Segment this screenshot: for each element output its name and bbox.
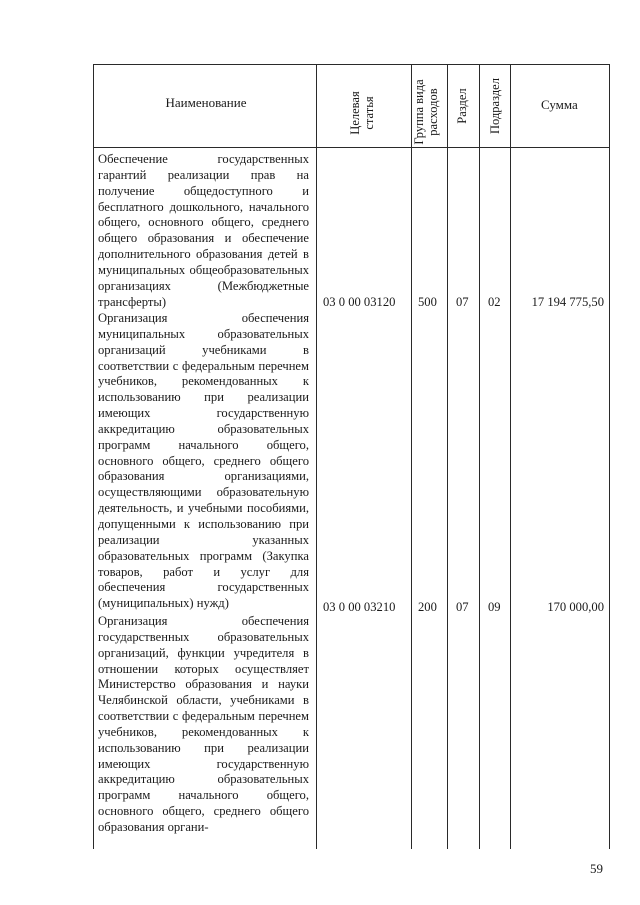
header-subsection: Подраздел (488, 78, 502, 134)
header-expense-group: Группа вида расходов (412, 79, 440, 145)
row-3-name: Организация обеспечения государственных образовательных организаций, функции учредителя в отношении которых осуществляет Министерство образования и науки Челябинской области, учебниками в соответствии с федеральным перечнем учебников, рекомендованных к использованию при реализации имеющих государственную аккредитацию образовательных программ начального общего, основного общего, среднего общего образования органи- (98, 614, 309, 834)
row-1-target-article: 03 0 00 03120 (323, 295, 396, 309)
row-1-expense-group: 500 (418, 295, 437, 309)
col-border-section (479, 64, 480, 849)
header-name: Наименование (165, 95, 247, 110)
col-border-subsection (510, 64, 511, 849)
col-border-left (93, 64, 94, 849)
page-number: 59 (590, 861, 603, 876)
row-1-name: Обеспечение государственных гарантий реализации прав на получение общедоступного и бесплатного дошкольного, начального общего, основного общего, среднего общего образования и обеспечение дополнительного образования детей в муниципальных общеобразовательных организациях (Межбюджетные трансферты) (98, 152, 309, 309)
row-2-subsection: 09 (488, 600, 501, 614)
row-2-name: Организация обеспечения муниципальных образовательных организаций учебниками в соответствии с федеральным перечнем учебников, рекомендованных к использованию при реализации имеющих государственную аккредитацию образовательных программ начального общего, основного общего, среднего общего образования организациями, осуществляющими образовательную деятельность, и учебными пособиями, допущенными к использованию при реализации указанных образовательных программ (Закупка товаров, работ и услуг для обеспечения государственных (муниципальных) нужд) (98, 311, 309, 611)
row-1-amount: 17 194 775,50 (531, 295, 604, 309)
header-section: Раздел (455, 88, 469, 124)
header-target-article: Целевая статья (348, 91, 376, 135)
row-2-expense-group: 200 (418, 600, 437, 614)
col-border-group (447, 64, 448, 849)
row-1-subsection: 02 (488, 295, 501, 309)
col-border-article (411, 64, 412, 849)
table-top-border (93, 64, 610, 65)
row-2-amount: 170 000,00 (547, 600, 604, 614)
row-2-target-article: 03 0 00 03210 (323, 600, 396, 614)
col-border-name (316, 64, 317, 849)
row-2-section: 07 (456, 600, 469, 614)
row-1-section: 07 (456, 295, 469, 309)
header-amount: Сумма (541, 97, 578, 112)
col-border-right (609, 64, 610, 849)
